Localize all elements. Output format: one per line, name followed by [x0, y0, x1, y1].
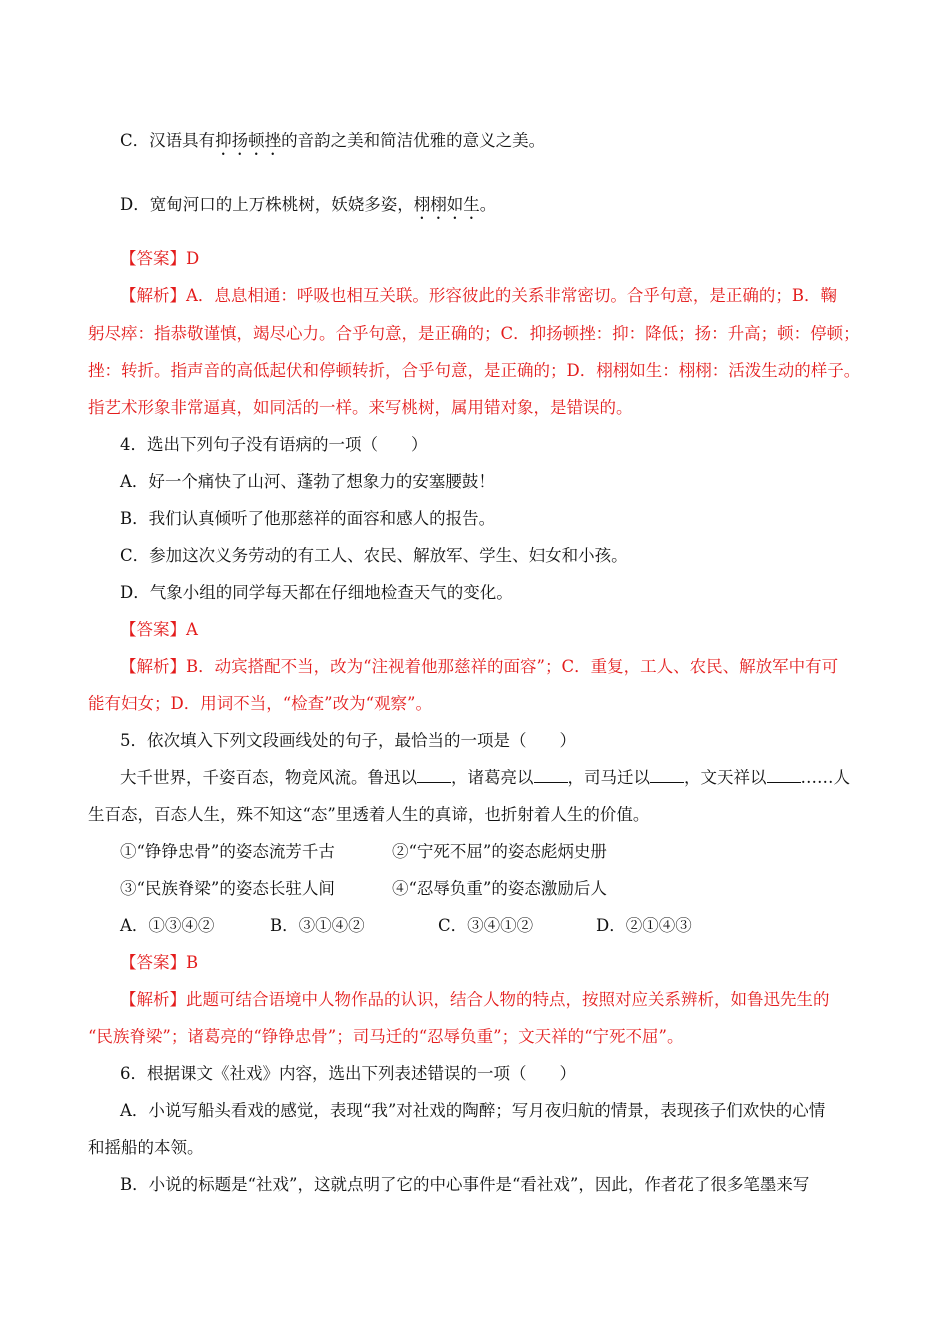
analysis-text: A．息息相通：呼吸也相互关联。形容彼此的关系非常密切。合乎句意，是正确的；B．鞠 [186, 286, 838, 305]
q3-option-d-prefix: D．宽甸河口的上万株桃树，妖娆多姿， [120, 195, 414, 214]
q3-option-c-prefix: C．汉语具有 [120, 131, 216, 150]
q3-answer [120, 248, 878, 270]
q6-option-a-line-1: A．小说写船头看戏的感觉，表现“我”对社戏的陶醉；写月夜归航的情景，表现孩子们欢快的心情 [120, 1101, 826, 1120]
q5-analysis-line-2: “民族脊梁”；诸葛亮的“铮铮忠骨”；司马迁的“忍辱负重”；文天祥的“宁死不屈”。 [88, 1027, 684, 1046]
q5-analysis-line-1 [120, 989, 878, 1011]
q3-option-d-suffix: 。 [479, 195, 497, 214]
q3-analysis-line-3: 挫：转折。指声音的高低起伏和停顿转折，合乎句意，是正确的；D．栩栩如生：栩栩：活泼生动的样子。 [88, 361, 861, 380]
q5-choice-a: A．①③④② [120, 916, 215, 935]
q5-stem: 5．依次填入下列文段画线处的句子，最恰当的一项是（ ） [120, 731, 576, 750]
analysis-text: B．动宾搭配不当，改为“注视着他那慈祥的面容”；C．重复，工人、农民、解放军中有可 [186, 657, 839, 676]
q4-stem: 4．选出下列句子没有语病的一项（ ） [120, 435, 428, 454]
analysis-tag: 【解析】 [120, 990, 186, 1009]
q3-analysis-line-1 [120, 285, 878, 307]
answer-value: D [186, 249, 200, 268]
q4-analysis-line-1 [120, 656, 878, 678]
q4-option-c: C．参加这次义务劳动的有工人、农民、解放军、学生、妇女和小孩。 [120, 546, 628, 565]
q6-stem: 6．根据课文《社戏》内容，选出下列表述错误的一项（ ） [120, 1064, 576, 1083]
q4-option-b: B．我们认真倾听了他那慈祥的面容和感人的报告。 [120, 509, 496, 528]
q5-item-3: ③“民族脊梁”的姿态长驻人间 [120, 879, 335, 898]
q4-option-d: D．气象小组的同学每天都在仔细地检查天气的变化。 [120, 583, 513, 602]
fill-blank [417, 768, 451, 783]
fill-blank [767, 768, 801, 783]
q5-choice-b: B．③①④② [270, 916, 365, 935]
q5-item-2: ②“宁死不屈”的姿态彪炳史册 [392, 842, 607, 861]
analysis-tag: 【解析】 [120, 286, 186, 305]
q5-choices [120, 915, 878, 937]
q5-items-row-2 [120, 878, 878, 900]
answer-tag: 【答案】 [120, 953, 186, 972]
passage-text: ……人 [800, 768, 850, 787]
q3-option-c-suffix: 的音韵之美和简洁优雅的意义之美。 [281, 131, 546, 150]
q6-option-a-line-2: 和摇船的本领。 [88, 1138, 204, 1157]
q5-choice-c: C．③④①② [438, 916, 534, 935]
q5-choice-d: D．②①④③ [596, 916, 692, 935]
q5-passage-line-1 [120, 767, 878, 789]
q6-option-b-line-1: B．小说的标题是“社戏”，这就点明了它的中心事件是“看社戏”，因此，作者花了很多笔墨来写 [120, 1175, 810, 1194]
passage-text: ，文天祥以 [684, 768, 767, 787]
q3-option-d [120, 194, 878, 223]
q3-option-c-dotted-term: 抑扬顿挫 [215, 131, 282, 150]
answer-value: B [186, 953, 199, 972]
passage-text: ，司马迁以 [567, 768, 650, 787]
q3-option-d-dotted-term: 栩栩如生 [413, 195, 480, 214]
answer-value: A [186, 620, 198, 639]
q4-option-a: A．好一个痛快了山河、蓬勃了想象力的安塞腰鼓！ [120, 472, 495, 491]
passage-text: ，诸葛亮以 [451, 768, 534, 787]
answer-tag: 【答案】 [120, 249, 186, 268]
q3-analysis-line-4: 指艺术形象非常逼真，如同活的一样。来写桃树，属用错对象，是错误的。 [88, 398, 633, 417]
analysis-tag: 【解析】 [120, 657, 186, 676]
q3-analysis-line-2: 躬尽瘁：指恭敬谨慎，竭尽心力。合乎句意，是正确的；C．抑扬顿挫：抑：降低；扬：升高；顿：停顿； [88, 324, 860, 343]
q5-answer [120, 952, 878, 974]
q5-item-1: ①“铮铮忠骨”的姿态流芳千古 [120, 842, 335, 861]
fill-blank [534, 768, 568, 783]
fill-blank [650, 768, 684, 783]
answer-tag: 【答案】 [120, 620, 186, 639]
analysis-text: 此题可结合语境中人物作品的认识，结合人物的特点，按照对应关系辨析，如鲁迅先生的 [186, 990, 830, 1009]
q5-item-4: ④“忍辱负重”的姿态激励后人 [392, 879, 607, 898]
q4-analysis-line-2: 能有妇女；D．用词不当，“检查”改为“观察”。 [88, 694, 432, 713]
q5-passage-line-2: 生百态，百态人生，殊不知这“态”里透着人生的真谛，也折射着人生的价值。 [88, 805, 650, 824]
q3-option-c [120, 130, 878, 159]
passage-text: 大千世界，千姿百态，物竞风流。鲁迅以 [120, 768, 417, 787]
q5-items-row-1 [120, 841, 878, 863]
q4-answer [120, 619, 878, 641]
